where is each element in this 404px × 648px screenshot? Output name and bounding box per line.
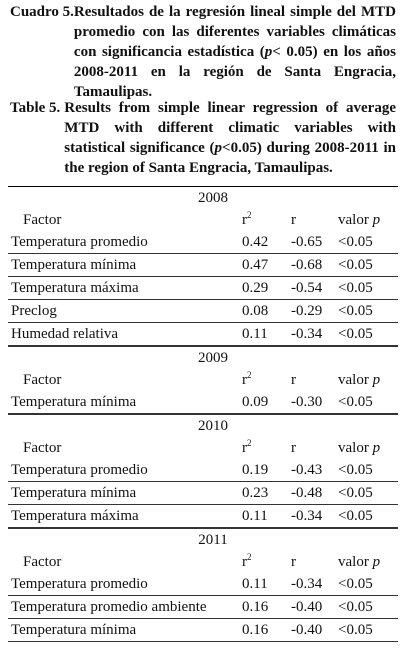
cell-r: -0.34 [291,576,323,592]
cell-r: -0.48 [291,485,323,501]
table-row [8,573,398,595]
table-row [8,505,398,527]
cell-factor: Temperatura promedio [11,576,148,592]
cell-r: -0.40 [291,599,323,615]
cell-r: -0.29 [291,303,323,319]
column-header-r: r [291,372,296,388]
column-header-factor: Factor [23,212,62,228]
table-row [8,482,398,504]
column-header-row [8,437,398,459]
cell-factor: Temperatura mínima [11,257,137,273]
cell-p-value: <0.05 [338,257,373,273]
cell-factor: Temperatura mínima [11,622,137,638]
cell-p-value: <0.05 [338,394,373,410]
regression-table [8,186,398,642]
column-header-factor: Factor [23,372,62,388]
cell-factor: Temperatura promedio [11,234,148,250]
table-caption-english [10,98,396,178]
cell-p-value: <0.05 [338,622,373,638]
caption-text-english: Results from simple linear regression of average MTD with different climatic variables with statistical significance (p<0.05) during 2008-2011 in the region of Santa Engracia, Tamaulipas. [64,100,396,176]
cell-r: -0.43 [291,462,323,478]
cell-r2: 0.11 [242,576,268,592]
column-header-factor: Factor [23,554,62,570]
cell-factor: Temperatura mínima [11,394,137,410]
cell-factor: Preclog [11,303,57,319]
cell-p-value: <0.05 [338,280,373,296]
column-header-row [8,551,398,573]
table-caption-spanish [10,2,396,102]
cell-p-value: <0.05 [338,599,373,615]
caption-label-spanish: Cuadro 5. [10,4,74,20]
cell-r2: 0.08 [242,303,269,319]
table-row [8,459,398,481]
column-header-r: r [291,554,296,570]
column-header-p-value: valor p [338,554,381,570]
cell-r2: 0.19 [242,462,269,478]
cell-r2: 0.11 [242,326,268,342]
column-header-r2: $r^2$ [242,370,252,388]
column-header-row [8,209,398,231]
cell-r: -0.30 [291,394,323,410]
cell-factor: Temperatura máxima [11,508,139,524]
cell-p-value: <0.05 [338,234,373,250]
year-heading: 2009 [198,350,228,366]
column-header-r: r [291,440,296,456]
cell-r: -0.65 [291,234,323,250]
cell-r: -0.40 [291,622,323,638]
cell-r: -0.34 [291,508,323,524]
column-header-p-value: valor p [338,212,381,228]
cell-r2: 0.16 [242,622,269,638]
cell-factor: Temperatura promedio [11,462,148,478]
column-header-r: r [291,212,296,228]
cell-p-value: <0.05 [338,462,373,478]
cell-factor: Humedad relativa [11,326,119,342]
cell-factor: Temperatura promedio ambiente [11,599,207,615]
cell-r: -0.68 [291,257,323,273]
cell-factor: Temperatura máxima [11,280,139,296]
cell-r2: 0.16 [242,599,269,615]
cell-p-value: <0.05 [338,576,373,592]
cell-r2: 0.09 [242,394,269,410]
column-header-p-value: valor p [338,440,381,456]
cell-r2: 0.47 [242,257,269,273]
table-row [8,254,398,276]
cell-r2: 0.11 [242,508,268,524]
table-row [8,619,398,641]
column-header-r2: $r^2$ [242,552,252,570]
year-heading: 2010 [198,418,228,434]
cell-factor: Temperatura mínima [11,485,137,501]
cell-r: -0.54 [291,280,323,296]
table-row [8,277,398,299]
row-rule [8,641,398,642]
column-header-r2: $r^2$ [242,438,252,456]
cell-r: -0.34 [291,326,323,342]
column-header-p-value: valor p [338,372,381,388]
cell-p-value: <0.05 [338,303,373,319]
cell-r2: 0.29 [242,280,269,296]
cell-r2: 0.23 [242,485,269,501]
table-row [8,391,398,413]
table-row [8,596,398,618]
caption-text-spanish: Resultados de la regresión lineal simple del MTD promedio con las diferentes variables climáticas con significancia estadística (p< 0.05) en los años 2008-2011 en la región de Santa Engracia, Tamaulipas. [73,4,397,100]
column-header-r2: $r^2$ [242,210,252,228]
table-row [8,300,398,322]
caption-label-english: Table 5. [10,100,61,116]
cell-r2: 0.42 [242,234,269,250]
cell-p-value: <0.05 [338,326,373,342]
cell-p-value: <0.05 [338,508,373,524]
table-row [8,323,398,345]
column-header-factor: Factor [23,440,62,456]
year-heading: 2011 [198,532,228,548]
year-heading: 2008 [198,190,228,206]
column-header-row [8,369,398,391]
table-row [8,231,398,253]
cell-p-value: <0.05 [338,485,373,501]
